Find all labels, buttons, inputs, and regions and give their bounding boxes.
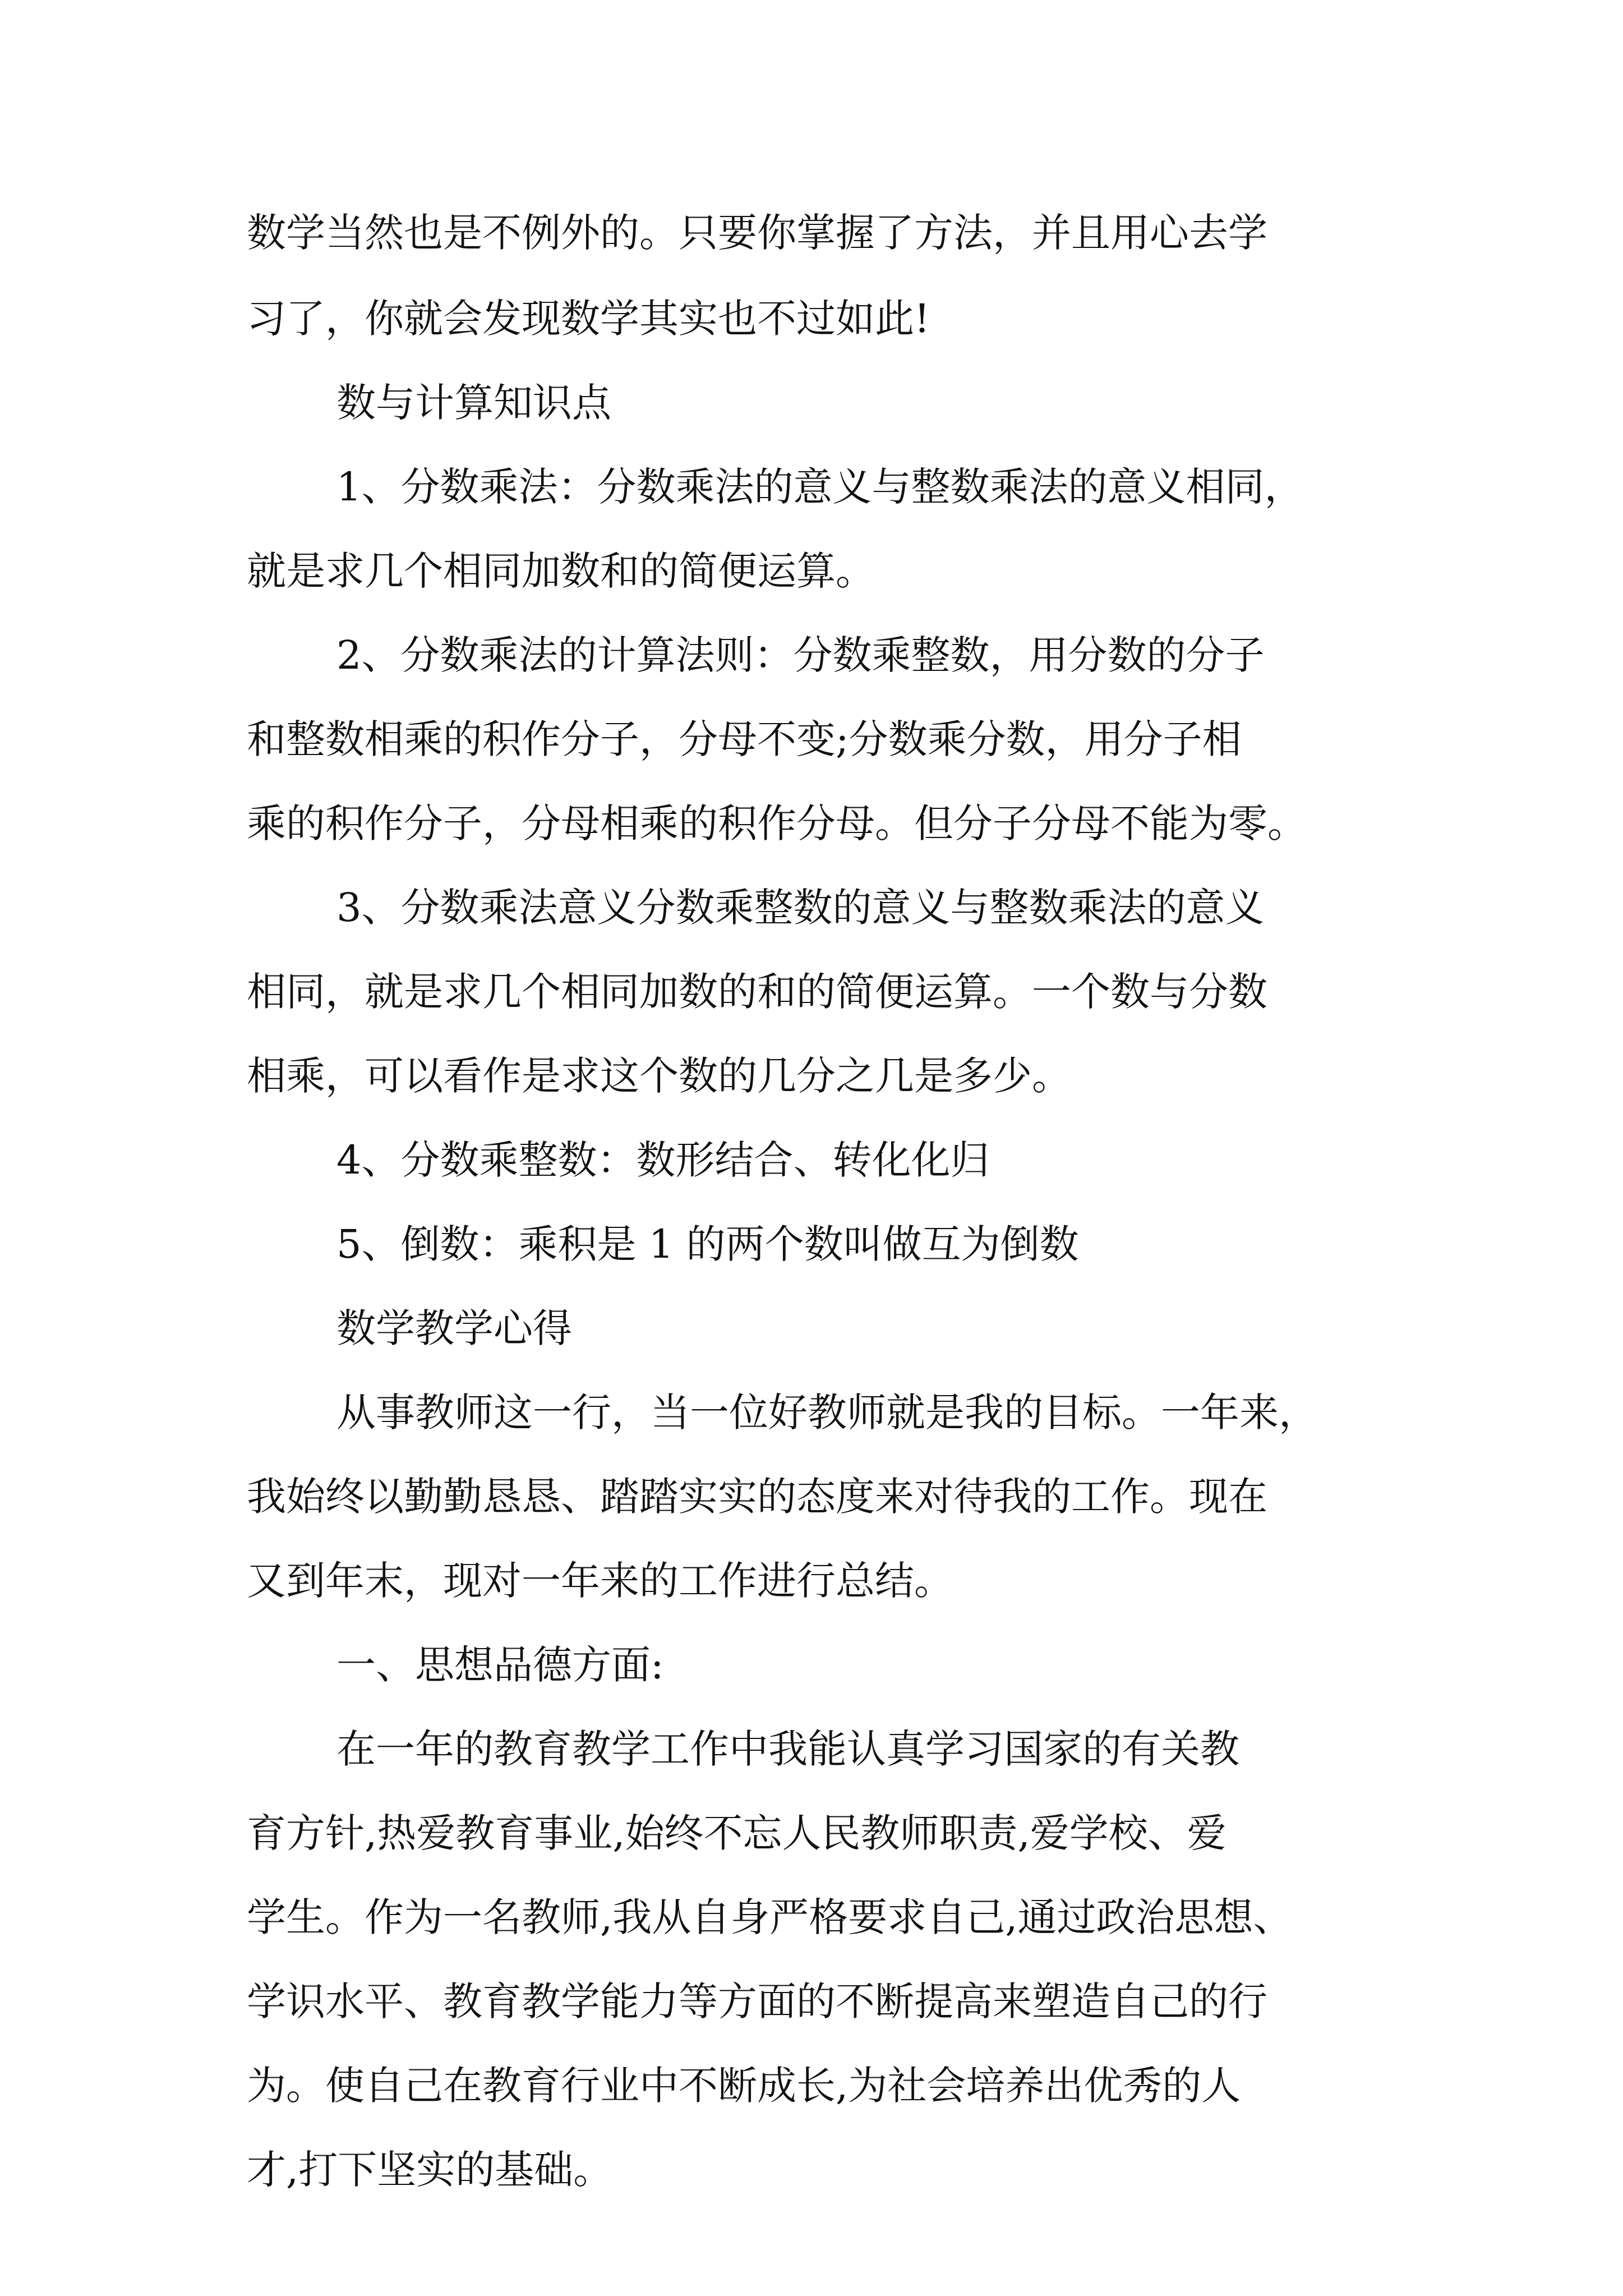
body-line: 和整数相乘的积作分子，分母不变;分数乘分数，用分子相 — [247, 716, 1242, 762]
body-line: 相乘，可以看作是求这个数的几分之几是多少。 — [247, 1053, 1071, 1099]
body-line: 才,打下坚实的基础。 — [247, 2147, 613, 2193]
list-item: 5、倒数：乘积是 1 的两个数叫做互为倒数 — [336, 1221, 1079, 1267]
body-line: 学生。作为一名教师,我从自身严格要求自己,通过政治思想、 — [247, 1894, 1293, 1940]
list-item: 3、分数乘法意义分数乘整数的意义与整数乘法的意义 — [336, 885, 1265, 931]
body-line: 数学当然也是不例外的。只要你掌握了方法，并且用心去学 — [247, 210, 1267, 256]
body-line: 乘的积作分子，分母相乘的积作分母。但分子分母不能为零。 — [247, 800, 1307, 846]
body-line: 相同，就是求几个相同加数的和的简便运算。一个数与分数 — [247, 969, 1267, 1015]
body-line: 我始终以勤勤恳恳、踏踏实实的态度来对待我的工作。现在 — [247, 1474, 1267, 1520]
body-line: 育方针,热爱教育事业,始终不忘人民教师职责,爱学校、爱 — [247, 1810, 1227, 1856]
body-line: 学识水平、教育教学能力等方面的不断提高来塑造自己的行 — [247, 1978, 1267, 2024]
body-line: 从事教师这一行，当一位好教师就是我的目标。一年来， — [336, 1389, 1318, 1435]
list-item: 2、分数乘法的计算法则：分数乘整数，用分数的分子 — [336, 632, 1265, 678]
list-item: 1、分数乘法：分数乘法的意义与整数乘法的意义相同， — [336, 464, 1304, 510]
body-line: 又到年末，现对一年来的工作进行总结。 — [247, 1558, 953, 1604]
section-heading: 数学教学心得 — [336, 1305, 572, 1351]
section-heading: 数与计算知识点 — [336, 380, 611, 426]
body-line: 习了，你就会发现数学其实也不过如此! — [247, 296, 930, 342]
section-heading: 一、思想品德方面: — [336, 1642, 664, 1688]
list-item: 4、分数乘整数：数形结合、转化化归 — [336, 1137, 990, 1183]
body-line: 为。使自己在教育行业中不断成长,为社会培养出优秀的人 — [247, 2063, 1241, 2109]
body-line: 在一年的教育教学工作中我能认真学习国家的有关教 — [336, 1726, 1239, 1772]
body-line: 就是求几个相同加数和的简便运算。 — [247, 548, 875, 594]
